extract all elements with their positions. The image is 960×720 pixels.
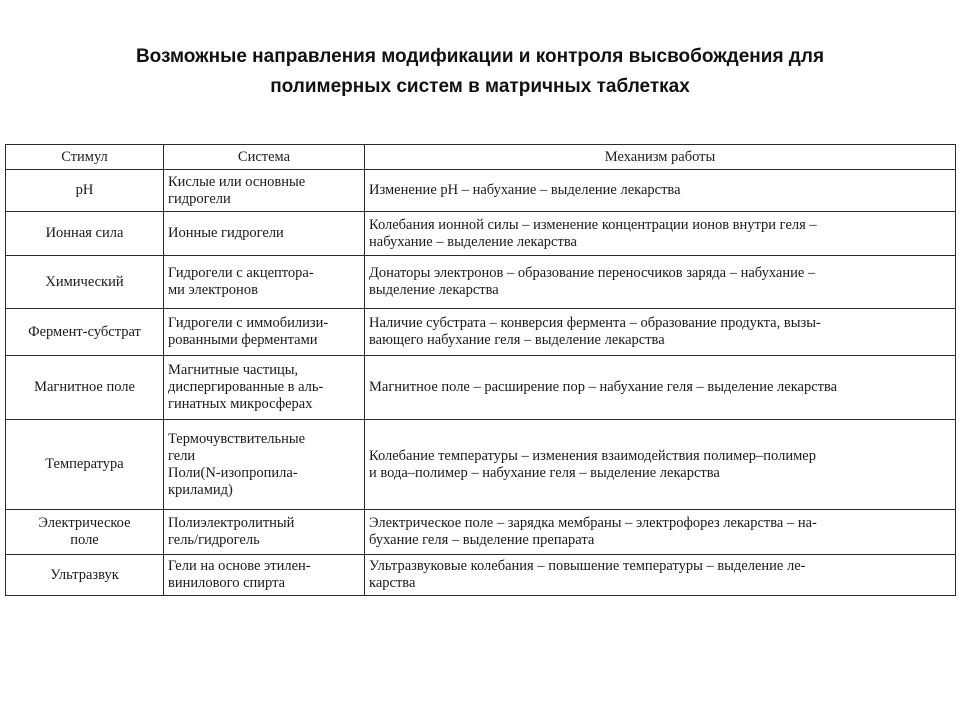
stimulus-cell: Химический: [6, 256, 164, 309]
table-row: [6, 510, 956, 555]
system-cell: Гидрогели с иммобилизи- рованными ферментами: [164, 309, 365, 356]
stimulus-cell: Ультразвук: [6, 555, 164, 596]
slide-title-line-2: полимерных систем в матричных таблетках: [270, 76, 690, 97]
slide-title-line-1: Возможные направления модификации и контроля высвобождения для: [135, 46, 825, 67]
stimulus-cell: Магнитное поле: [6, 356, 164, 420]
system-cell: Гидрогели с акцептора- ми электронов: [164, 256, 365, 309]
table-row: [6, 309, 956, 356]
header-mechanism: Механизм работы: [365, 145, 956, 170]
system-cell: Кислые или основные гидрогели: [164, 170, 365, 212]
system-cell: Термочувствительные гели Поли(N-изопропила- криламид): [164, 420, 365, 510]
table-row: [6, 170, 956, 212]
stimulus-cell: рН: [6, 170, 164, 212]
slide-title: [60, 42, 900, 102]
mechanism-cell: Колебание температуры – изменения взаимодействия полимер–полимер и вода–полимер – набухание геля – выделение лекарства: [365, 420, 956, 510]
stimulus-cell: Ионная сила: [6, 212, 164, 256]
mechanism-cell: Магнитное поле – расширение пор – набухание геля – выделение лекарства: [365, 356, 956, 420]
table-row: [6, 555, 956, 596]
mechanism-cell: Электрическое поле – зарядка мембраны – электрофорез лекарства – на- бухание геля – выделение препарата: [365, 510, 956, 555]
mechanism-cell: Донаторы электронов – образование переносчиков заряда – набухание – выделение лекарства: [365, 256, 956, 309]
table-header-row: [6, 145, 956, 170]
table-row: [6, 356, 956, 420]
mechanism-cell: Колебания ионной силы – изменение концентрации ионов внутри геля – набухание – выделение лекарства: [365, 212, 956, 256]
stimulus-cell: Электрическое поле: [6, 510, 164, 555]
system-cell: Ионные гидрогели: [164, 212, 365, 256]
mechanism-cell: Ультразвуковые колебания – повышение температуры – выделение ле- карства: [365, 555, 956, 596]
table-row: [6, 212, 956, 256]
header-system: Система: [164, 145, 365, 170]
table-row: [6, 256, 956, 309]
table-row: [6, 420, 956, 510]
system-cell: Магнитные частицы, диспергированные в аль- гинатных микросферах: [164, 356, 365, 420]
stimulus-cell: Фермент-субстрат: [6, 309, 164, 356]
system-cell: Полиэлектролитный гель/гидрогель: [164, 510, 365, 555]
mechanism-cell: Наличие субстрата – конверсия фермента – образование продукта, вызы- вающего набухание геля – выделение лекарства: [365, 309, 956, 356]
stimulus-cell: Температура: [6, 420, 164, 510]
stimulus-table: [5, 144, 956, 596]
header-stimulus: Стимул: [6, 145, 164, 170]
system-cell: Гели на основе этилен- винилового спирта: [164, 555, 365, 596]
mechanism-cell: Изменение рН – набухание – выделение лекарства: [365, 170, 956, 212]
